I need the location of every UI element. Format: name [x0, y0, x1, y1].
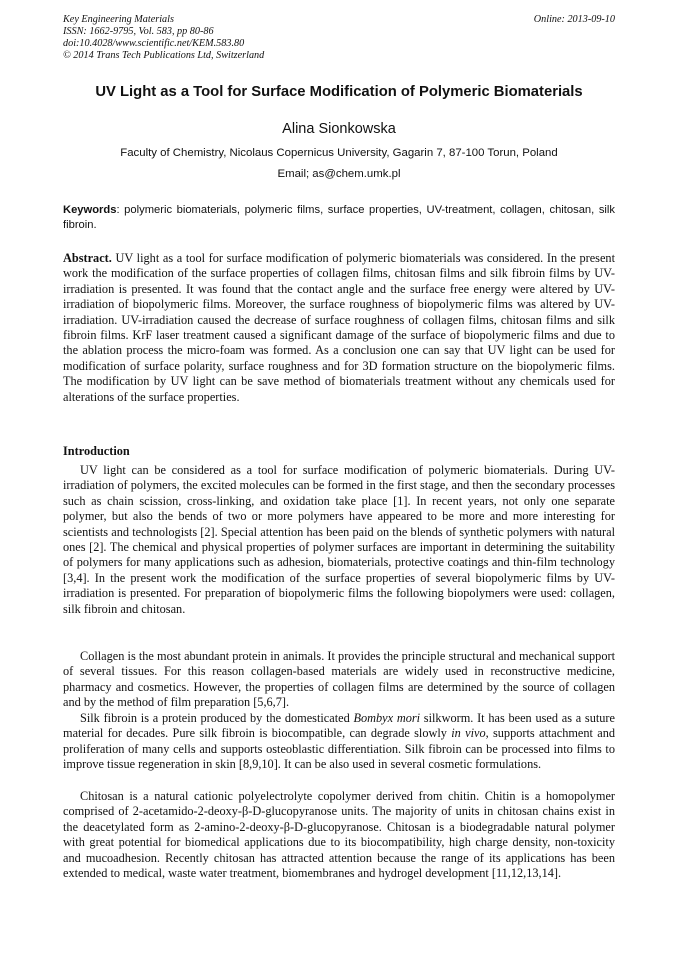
- paper-title: UV Light as a Tool for Surface Modification of Polymeric Biomaterials: [95, 84, 583, 100]
- issn-line: ISSN: 1662-9795, Vol. 583, pp 80-86: [63, 26, 214, 37]
- p3-text-c: , supports attachment and proliferation of many cells and supports osteoblastic differentiation. Silk fibroin can be processed into films to improve tissue regeneration in skin [8,9,10]. It can be also used in several cosmetic formulations.: [63, 726, 615, 772]
- p3-text-b: silkworm. It has been used as a suture material for decades. Pure silk fibroin is biocompatible, can degrade slowly: [63, 711, 615, 741]
- keywords-text: : polymeric biomaterials, polymeric films, surface properties, UV-treatment, collagen, chitosan, silk fibroin.: [63, 204, 615, 231]
- section-heading-introduction: Introduction: [63, 444, 130, 458]
- p3-text-a: Silk fibroin is a protein produced by the domesticated: [80, 711, 354, 725]
- intro-paragraph-3: [63, 711, 615, 773]
- author-affiliation: Faculty of Chemistry, Nicolaus Copernicus University, Gagarin 7, 87-100 Torun, Poland: [120, 147, 558, 159]
- author-name: Alina Sionkowska: [282, 121, 396, 137]
- abstract-text: UV light as a tool for surface modification of polymeric biomaterials was considered. In the present work the modification of the surface properties of collagen films, chitosan films and silk fibroin films by UV-irradiation is presented. It was found that the contact angle and the surface free energy were altered by UV-irradiation of biopolymeric films. Moreover, the surface roughness of biopolymeric films was altered by UV-irradiation. UV-irradiation caused the decrease of surface roughness of collagen films, chitosan films and silk fibroin films. KrF laser treatment caused a significant damage of the surface of biopolymeric films and due to the ablation process the micro-foam was formed. As a conclusion one can say that UV light can be used for modification of surface polarity, surface roughness and for 3D formation structure on the biopolymeric films. The modification by UV light can be save method of biomaterials treatment without any chemicals used for alterations of the surface properties.: [63, 251, 615, 404]
- abstract: [63, 251, 615, 405]
- journal-header: [63, 14, 615, 62]
- p3-in-vivo: in vivo: [451, 726, 486, 741]
- author-email: Email; as@chem.umk.pl: [277, 168, 401, 180]
- intro-paragraph-4: Chitosan is a natural cationic polyelectrolyte copolymer derived from chitin. Chitin is a homopolymer comprised of 2-acetamido-2-deoxy-β-D-glucopyranose units. The majority of units in chitosan chains exist in the deacetylated form as 2-amino-2-deoxy-β-D-glucopyranose. Chitosan is a biodegradable natural polymer with great potential for biomedical applications due to its biocompatibility, high charge density, non-toxicity and mucoadhesion. Recently chitosan has attracted attention because the range of its applications has been extended to medical, waste water treatment, biomembranes and hydrogel development [11,12,13,14].: [63, 789, 615, 881]
- online-date: Online: 2013-09-10: [533, 14, 615, 25]
- p3-species: Bombyx mori: [353, 711, 421, 725]
- doi-line: doi:10.4028/www.scientific.net/KEM.583.80: [63, 38, 245, 49]
- keywords: [63, 203, 615, 233]
- copyright-line: © 2014 Trans Tech Publications Ltd, Switzerland: [63, 50, 265, 61]
- abstract-label: Abstract.: [63, 251, 112, 265]
- journal-name: Key Engineering Materials: [63, 14, 174, 25]
- keywords-label: Keywords: [63, 204, 117, 216]
- intro-paragraph-2: Collagen is the most abundant protein in animals. It provides the principle structural and mechanical support of several tissues. For this reason collagen-based materials are widely used in reconstructive medicine, pharmacy and cosmetics. However, the properties of collagen films are determined by the source of collagen and by the method of film preparation [5,6,7].: [63, 649, 615, 710]
- intro-paragraph-1: UV light can be considered as a tool for surface modification of polymeric biomaterials. During UV-irradiation of polymers, the excited molecules can be formed in the first stage, and then the secondary processes such as chain scission, cross-linking, and oxidation take place [1]. In recent years, not only one separate polymer, but also the bends of two or more polymers have appeared to be more and more interesting for scientists and technologists [2]. Special attention has been paid on the blends of synthetic polymers with natural ones [2]. The chemical and physical properties of polymer surfaces are important in determining the suitability of polymers for many applications such as adhesion, biomaterials, protective coatings and thin-film technology [3,4]. In the present work the modification of the surface properties of several biopolymeric films by UV-irradiation is presented. For preparation of biopolymeric films the following biopolymers were used: collagen, silk fibroin and chitosan.: [63, 463, 615, 616]
